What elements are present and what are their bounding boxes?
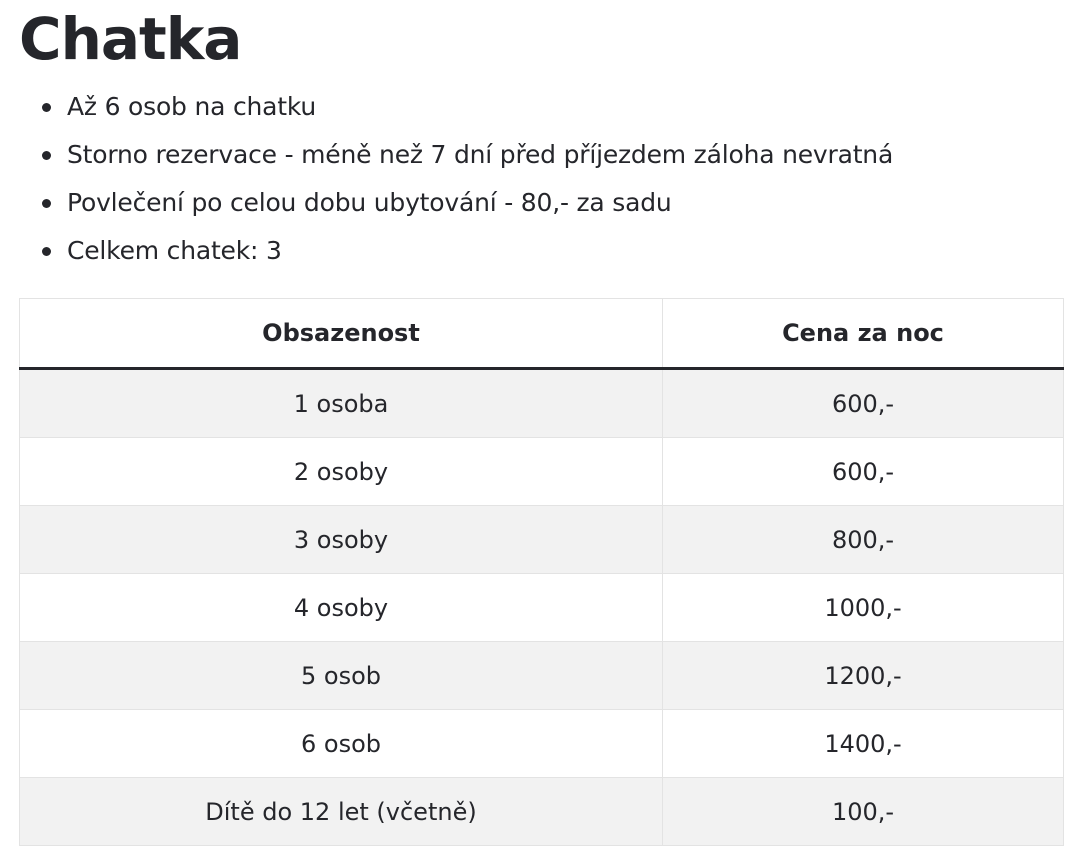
occupancy-cell: 3 osoby <box>20 506 663 574</box>
price-cell: 1400,- <box>663 710 1064 778</box>
table-header-row <box>20 299 1064 369</box>
column-header-occupancy: Obsazenost <box>20 299 663 369</box>
bullet-icon <box>42 151 51 160</box>
feature-text: Až 6 osob na chatku <box>67 92 317 121</box>
table-row <box>20 574 1064 642</box>
occupancy-cell: 4 osoby <box>20 574 663 642</box>
occupancy-cell: 2 osoby <box>20 438 663 506</box>
bullet-icon <box>42 247 51 256</box>
price-cell: 800,- <box>663 506 1064 574</box>
page-title: Chatka <box>19 5 242 73</box>
feature-item <box>67 83 1063 131</box>
table-row <box>20 438 1064 506</box>
feature-item <box>67 179 1063 227</box>
feature-item <box>67 131 1063 179</box>
table-row <box>20 369 1064 438</box>
feature-text: Celkem chatek: 3 <box>67 236 282 265</box>
table-row <box>20 506 1064 574</box>
feature-item <box>67 227 1063 275</box>
price-table <box>19 298 1064 846</box>
price-cell: 600,- <box>663 438 1064 506</box>
price-cell: 1000,- <box>663 574 1064 642</box>
occupancy-cell: 1 osoba <box>20 369 663 438</box>
price-cell: 1200,- <box>663 642 1064 710</box>
price-cell: 600,- <box>663 369 1064 438</box>
bullet-icon <box>42 199 51 208</box>
feature-list <box>19 83 1063 275</box>
content <box>19 0 1063 275</box>
table-row <box>20 710 1064 778</box>
feature-text: Storno rezervace - méně než 7 dní před příjezdem záloha nevratná <box>67 140 894 169</box>
occupancy-cell: 6 osob <box>20 710 663 778</box>
occupancy-cell: Dítě do 12 let (včetně) <box>20 778 663 846</box>
occupancy-cell: 5 osob <box>20 642 663 710</box>
table-row <box>20 778 1064 846</box>
price-cell: 100,- <box>663 778 1064 846</box>
feature-text: Povlečení po celou dobu ubytování - 80,- za sadu <box>67 188 672 217</box>
column-header-price: Cena za noc <box>663 299 1064 369</box>
bullet-icon <box>42 103 51 112</box>
table-row <box>20 642 1064 710</box>
